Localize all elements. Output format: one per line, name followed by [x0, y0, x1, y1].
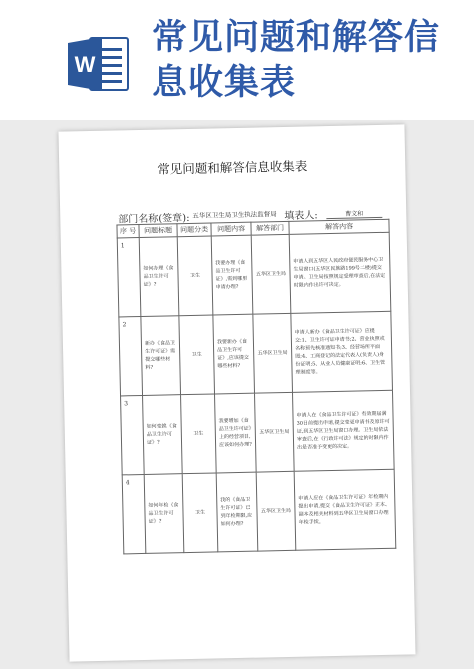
row-index: 1	[117, 238, 141, 317]
row-category: 卫生	[179, 315, 215, 395]
column-header-category: 问题分类	[177, 223, 211, 237]
row-title: 如何办理《食品卫生许可证》?	[139, 237, 179, 317]
row-dept: 五华区卫生局	[253, 313, 293, 393]
word-logo-letter: W	[74, 52, 96, 77]
row-index: 3	[121, 395, 145, 474]
row-dept: 五华区卫生局	[256, 471, 296, 551]
row-content: 我要增加《食品卫生许可证》上的经营项目,应该如何办理?	[215, 393, 257, 473]
row-title: 如何变换《食品卫生许可证》?	[143, 395, 183, 475]
row-title: 新办《食品卫生许可证》需提交哪些材料?	[141, 316, 181, 396]
row-answer: 申请人新办《食品卫生许可证》应提交:1、卫生许可证申请书;2、营业执照或名称预先核准通知书;3、经营场所平面图;4、工商登记的法定代表人(负责人)身份证明;5、从业人员健康证明;6、卫生管理制度等。	[291, 311, 393, 392]
qa-table	[116, 219, 396, 555]
filler-label: 填表人:	[284, 210, 318, 222]
row-title: 如何年检《食品卫生许可证》?	[144, 474, 184, 554]
row-category: 卫生	[177, 236, 213, 316]
table-row	[117, 232, 391, 317]
word-icon	[68, 34, 130, 94]
filler-value: 曹文和	[326, 208, 382, 219]
row-content: 我的《食品卫生许可证》已到年检期限,应如何办理?	[216, 472, 258, 552]
banner	[0, 0, 474, 120]
row-answer: 申请人到五华区人民政府便民服务中心卫生局窗口(五华区民族路199号二楼)提交申请。卫生局按照规定受理审查后,在法定时限内作出许可决定。	[289, 232, 391, 313]
column-header-index: 序 号	[117, 225, 139, 238]
row-dept: 五华区卫生局	[251, 234, 291, 314]
dept-value: 五华区卫生局卫生执法监督局	[192, 210, 277, 220]
banner-title: 常见问题和解答信 息收集表	[152, 18, 441, 103]
table-row	[122, 469, 396, 554]
row-answer: 申请人应在《食品卫生许可证》年检期内提出申请,提交《食品卫生许可证》正本、副本及相关材料到五华区卫生局窗口办理年检手续。	[294, 469, 396, 550]
table-row	[119, 311, 393, 396]
row-content: 我要办理《食品卫生许可证》,需到哪里申请办理?	[211, 235, 253, 315]
column-header-title: 问题标题	[139, 224, 177, 238]
document-page	[58, 124, 415, 661]
column-header-dept: 解答部门	[251, 221, 289, 235]
dept-label: 部门名称(签章):	[118, 212, 190, 226]
column-header-content: 问题内容	[211, 222, 251, 236]
row-category: 卫生	[181, 394, 217, 474]
row-answer: 申请人在《食品卫生许可证》有效期届满30日前提出申请,提交变更申请书及原许可证,到五华区卫生局窗口办理。卫生局依法审查后,在《行政许可法》规定的时限内作出是否准予变更的决定。	[292, 390, 394, 471]
table-row	[121, 390, 395, 475]
row-category: 卫生	[182, 473, 218, 553]
row-content: 我要新办《食品卫生许可证》,应该提交哪些材料?	[213, 314, 255, 394]
row-index: 4	[122, 474, 146, 553]
column-header-answer: 解答内容	[289, 219, 389, 234]
document-title: 常见问题和解答信息收集表	[157, 158, 308, 177]
row-index: 2	[119, 316, 143, 395]
row-dept: 五华区卫生局	[255, 392, 295, 472]
